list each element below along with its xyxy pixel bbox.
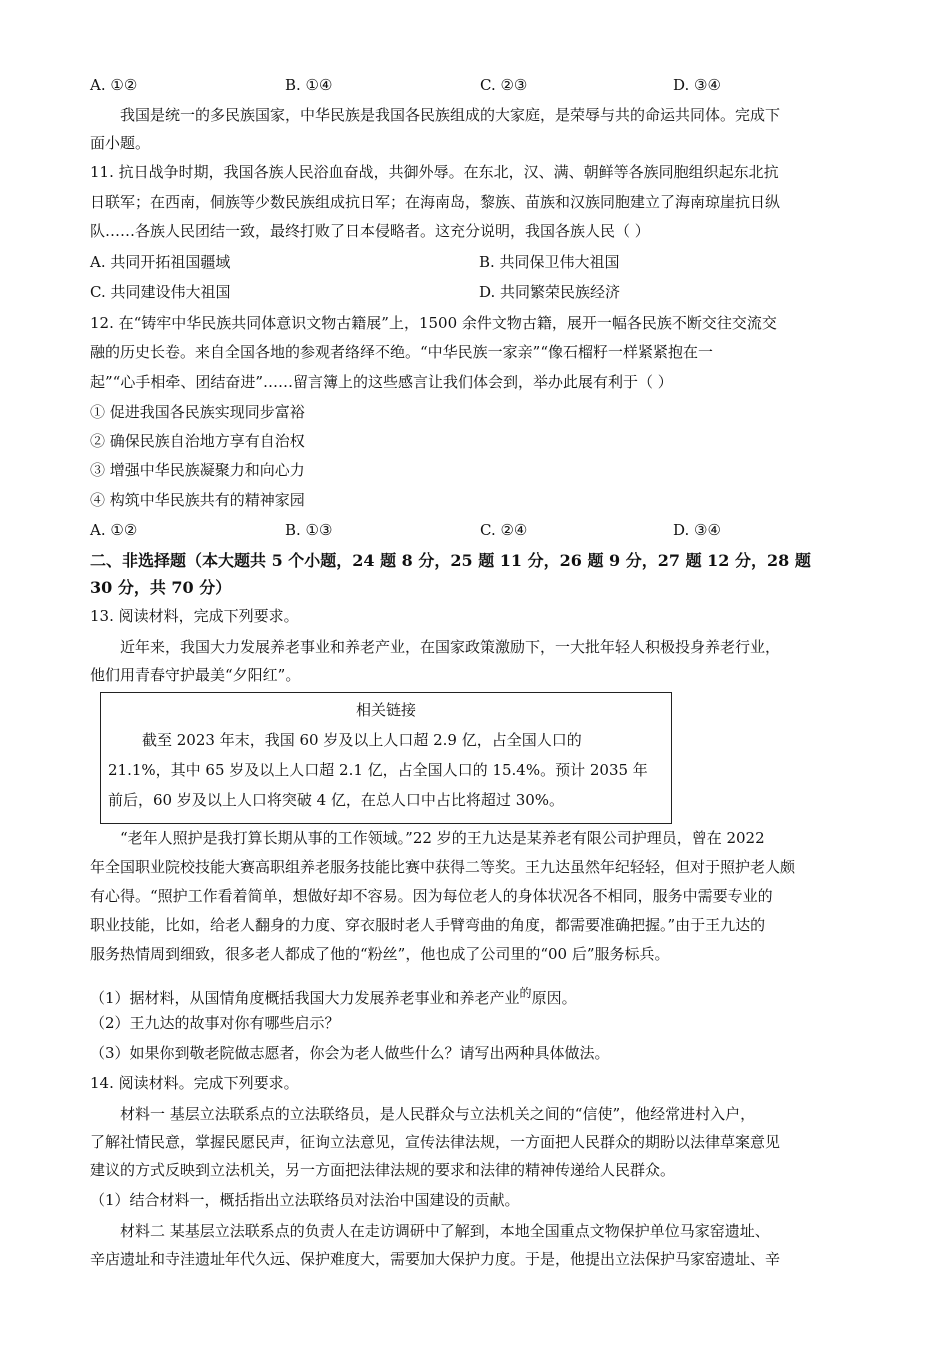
related-link-title: 相关链接 bbox=[355, 701, 416, 719]
q10-option-b: B. ①④ bbox=[285, 76, 333, 94]
q13-requirement-3: （3）如果你到敬老院做志愿者，你会为老人做些什么？请写出两种具体做法。 bbox=[90, 1044, 610, 1062]
section-2-heading-line-2: 30 分，共 70 分） bbox=[90, 578, 232, 597]
q12-line-2: 融的历史长卷。来自全国各地的参观者络绎不绝。“中华民族一家亲”“像石榴籽一样紧紧抱在一 bbox=[90, 343, 714, 361]
q11-option-a: A. 共同开拓祖国疆域 bbox=[90, 253, 231, 271]
q13-para1-line-2: 他们用青春守护最美“夕阳红”。 bbox=[90, 666, 301, 684]
q13-para2-line-4: 职业技能，比如，给老人翻身的力度、穿衣服时老人手臂弯曲的角度，都需要准确把握。”由于王九达的 bbox=[90, 916, 766, 934]
q13-requirement-1-text-a: （1）据材料，从国情角度概括我国大力发展养老事业和养老产业 bbox=[90, 989, 520, 1007]
q11-line-2: 日联军；在西南，侗族等少数民族组成抗日军；在海南岛，黎族、苗族和汉族同胞建立了海南琼崖抗日纵 bbox=[90, 193, 781, 211]
q14-material1-line-2: 了解社情民意，掌握民愿民声，征询立法意见，宣传法律法规，一方面把人民群众的期盼以法律草案意见 bbox=[90, 1133, 781, 1151]
q14-material2-line-1: 材料二 某基层立法联系点的负责人在走访调研中了解到，本地全国重点文物保护单位马家窑遗址、 bbox=[120, 1222, 770, 1240]
related-link-line-2: 21.1%，其中 65 岁及以上人口超 2.1 亿，占全国人口的 15.4%。预计 2035 年 bbox=[108, 761, 648, 779]
q12-option-a: A. ①② bbox=[90, 521, 138, 539]
q13-para2-line-2: 年全国职业院校技能大赛高职组养老服务技能比赛中获得二等奖。王九达虽然年纪轻轻，但对于照护老人颇 bbox=[90, 858, 796, 876]
q13-requirement-1-superscript: 的 bbox=[519, 986, 532, 1000]
q12-item-1: ① 促进我国各民族实现同步富裕 bbox=[90, 403, 305, 421]
related-link-line-1: 截至 2023 年末，我国 60 岁及以上人口超 2.9 亿，占全国人口的 bbox=[142, 731, 582, 749]
q10-option-a: A. ①② bbox=[90, 76, 138, 94]
intro-line-2: 面小题。 bbox=[90, 134, 151, 152]
q14-requirement-1: （1）结合材料一，概括指出立法联络员对法治中国建设的贡献。 bbox=[90, 1191, 520, 1209]
q13-para2-line-3: 有心得。“照护工作看着简单，想做好却不容易。因为每位老人的身体状况各不相同，服务中需要专业的 bbox=[90, 887, 773, 905]
intro-line-1: 我国是统一的多民族国家，中华民族是我国各民族组成的大家庭，是荣辱与共的命运共同体。完成下 bbox=[120, 106, 781, 124]
q14-material1-line-1: 材料一 基层立法联系点的立法联络员，是人民群众与立法机关之间的“信使”，他经常进村入户， bbox=[120, 1105, 756, 1123]
q12-item-3: ③ 增强中华民族凝聚力和向心力 bbox=[90, 461, 305, 479]
q13-para2-line-1: “老年人照护是我打算长期从事的工作领域。”22 岁的王九达是某养老有限公司护理员，曾在 2022 bbox=[120, 829, 765, 847]
q12-option-b: B. ①③ bbox=[285, 521, 333, 539]
q13-requirement-2: （2）王九达的故事对你有哪些启示？ bbox=[90, 1014, 340, 1032]
q12-line-1: 12. 在“铸牢中华民族共同体意识文物古籍展”上，1500 余件文物古籍，展开一幅各民族不断交往交流交 bbox=[90, 314, 777, 332]
q13-para1-line-1: 近年来，我国大力发展养老事业和养老产业，在国家政策激励下，一大批年轻人积极投身养老行业， bbox=[120, 638, 781, 656]
q14-title: 14. 阅读材料。完成下列要求。 bbox=[90, 1074, 299, 1092]
related-link-line-3: 前后，60 岁及以上人口将突破 4 亿，在总人口中占比将超过 30%。 bbox=[108, 791, 565, 809]
q11-option-d: D. 共同繁荣民族经济 bbox=[479, 283, 621, 301]
q11-option-c: C. 共同建设伟大祖国 bbox=[90, 283, 231, 301]
q13-requirement-1 bbox=[90, 983, 860, 1008]
q10-option-d: D. ③④ bbox=[673, 76, 721, 94]
q12-item-2: ② 确保民族自治地方享有自治权 bbox=[90, 432, 305, 450]
q12-item-4: ④ 构筑中华民族共有的精神家园 bbox=[90, 491, 305, 509]
q14-material2-line-2: 辛店遗址和寺洼遗址年代久远、保护难度大，需要加大保护力度。于是，他提出立法保护马家窑遗址、辛 bbox=[90, 1250, 781, 1268]
q12-line-3: 起”“心手相牵、团结奋进”……留言簿上的这些感言让我们体会到，举办此展有利于（ ） bbox=[90, 373, 673, 391]
q10-option-c: C. ②③ bbox=[480, 76, 528, 94]
q13-para2-line-5: 服务热情周到细致，很多老人都成了他的“粉丝”，他也成了公司里的“00 后”服务标兵。 bbox=[90, 945, 670, 963]
q12-option-d: D. ③④ bbox=[673, 521, 721, 539]
q11-line-1: 11. 抗日战争时期，我国各族人民浴血奋战，共御外辱。在东北，汉、满、朝鲜等各族同胞组织起东北抗 bbox=[90, 163, 779, 181]
q13-title: 13. 阅读材料，完成下列要求。 bbox=[90, 607, 299, 625]
q12-option-c: C. ②④ bbox=[480, 521, 528, 539]
q14-material1-line-3: 建议的方式反映到立法机关，另一方面把法律法规的要求和法律的精神传递给人民群众。 bbox=[90, 1161, 676, 1179]
q11-line-3: 队……各族人民团结一致，最终打败了日本侵略者。这充分说明，我国各族人民（ ） bbox=[90, 222, 650, 240]
q13-requirement-1-text-b: 原因。 bbox=[531, 989, 577, 1007]
q11-option-b: B. 共同保卫伟大祖国 bbox=[479, 253, 620, 271]
section-2-heading-line-1: 二、非选择题（本大题共 5 个小题，24 题 8 分，25 题 11 分，26 题 9 分，27 题 12 分，28 题 bbox=[90, 551, 811, 570]
